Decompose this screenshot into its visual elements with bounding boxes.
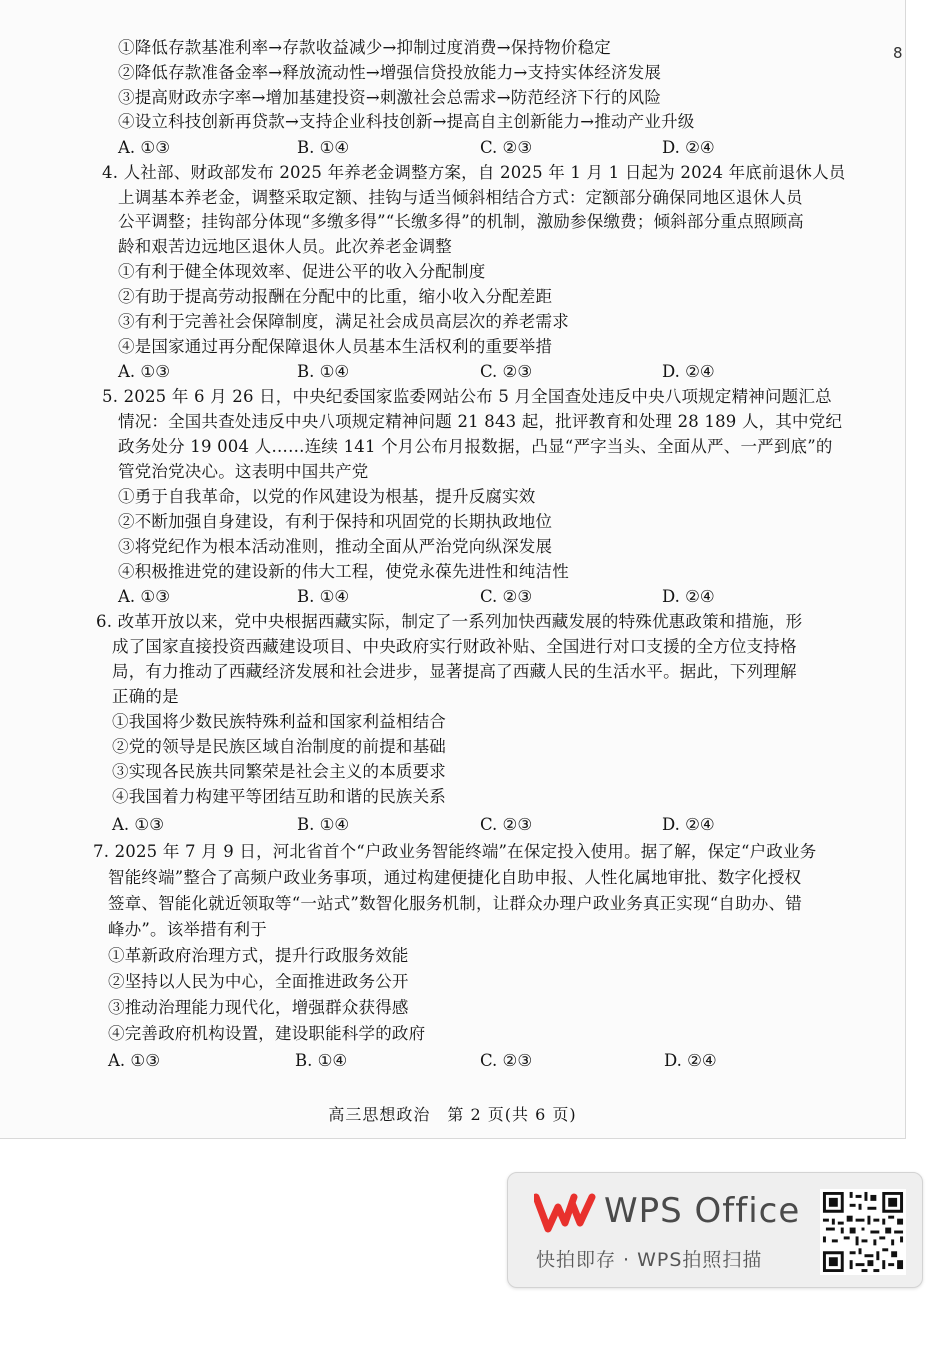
q6-stem-3: 局，有力推动了西藏经济发展和社会进步，显著提高了西藏人民的生活水平。据此，下列理解 — [112, 662, 797, 681]
q5-item-3: ③将党纪作为根本活动准则，推动全面从严治党向纵深发展 — [118, 537, 553, 556]
wps-logo-icon — [534, 1193, 596, 1233]
q5-option-c: C. ②③ — [480, 587, 533, 606]
q5-option-b: B. ①④ — [297, 587, 350, 606]
q4-stem-1: 4. 人社部、财政部发布 2025 年养老金调整方案，自 2025 年 1 月 1 日起为 2024 年底前退休人员 — [102, 163, 846, 182]
margin-mark: 8 — [893, 44, 903, 62]
q6-option-d: D. ②④ — [662, 815, 715, 834]
q4-stem-4: 龄和艰苦边远地区退休人员。此次养老金调整 — [118, 237, 452, 256]
q3-item-2: ②降低存款准备金率→释放流动性→增强信贷投放能力→支持实体经济发展 — [118, 63, 662, 82]
q6-option-a: A. ①③ — [112, 815, 164, 834]
q7-option-a: A. ①③ — [108, 1051, 160, 1070]
q3-item-1: ①降低存款基准利率→存款收益减少→抑制过度消费→保持物价稳定 — [118, 38, 611, 57]
q4-option-b: B. ①④ — [297, 362, 350, 381]
q4-item-3: ③有利于完善社会保障制度，满足社会成员高层次的养老需求 — [118, 312, 569, 331]
q7-option-d: D. ②④ — [664, 1051, 717, 1070]
q7-item-1: ①革新政府治理方式，提升行政服务效能 — [108, 946, 409, 965]
q6-option-b: B. ①④ — [297, 815, 350, 834]
q5-option-d: D. ②④ — [662, 587, 715, 606]
q7-option-b: B. ①④ — [295, 1051, 348, 1070]
q4-stem-2: 上调基本养老金，调整采取定额、挂钩与适当倾斜相结合方式：定额部分确保同地区退休人员 — [118, 188, 803, 207]
wps-brand-text: WPS Office — [604, 1191, 801, 1231]
q5-stem-2: 情况：全国共查处违反中央八项规定精神问题 21 843 起，批评教育和处理 28 189 人，其中党纪 — [118, 412, 843, 431]
q6-stem-2: 成了国家直接投资西藏建设项目、中央政府实行财政补贴、全国进行对口支援的全方位支持格 — [112, 637, 797, 656]
q4-option-a: A. ①③ — [118, 362, 170, 381]
q4-option-c: C. ②③ — [480, 362, 533, 381]
q5-item-2: ②不断加强自身建设，有利于保持和巩固党的长期执政地位 — [118, 512, 553, 531]
wps-watermark-card[interactable] — [507, 1172, 923, 1288]
q5-stem-3: 政务处分 19 004 人……连续 141 个月公布月报数据，凸显“严字当头、全面从严、一严到底”的 — [118, 437, 833, 456]
q6-item-1: ①我国将少数民族特殊利益和国家利益相结合 — [112, 712, 446, 731]
q4-item-1: ①有利于健全体现效率、促进公平的收入分配制度 — [118, 262, 486, 281]
q6-item-4: ④我国着力构建平等团结互助和谐的民族关系 — [112, 787, 446, 806]
q3-option-b: B. ①④ — [297, 138, 350, 157]
q3-item-4: ④设立科技创新再贷款→支持企业科技创新→提高自主创新能力→推动产业升级 — [118, 112, 695, 131]
q5-stem-4: 管党治党决心。这表明中国共产党 — [118, 462, 369, 481]
q3-option-c: C. ②③ — [480, 138, 533, 157]
q7-item-3: ③推动治理能力现代化，增强群众获得感 — [108, 998, 409, 1017]
q7-item-2: ②坚持以人民为中心，全面推进政务公开 — [108, 972, 409, 991]
q7-stem-3: 签章、智能化就近领取等“一站式”数智化服务机制，让群众办理户政业务真正实现“自助办、错 — [108, 894, 802, 913]
q7-stem-4: 峰办”。该举措有利于 — [108, 920, 267, 939]
q4-option-d: D. ②④ — [662, 362, 715, 381]
q5-stem-1: 5. 2025 年 6 月 26 日，中央纪委国家监委网站公布 5 月全国查处违反中央八项规定精神问题汇总 — [102, 387, 832, 406]
q3-option-d: D. ②④ — [662, 138, 715, 157]
q4-stem-3: 公平调整；挂钩部分体现“多缴多得”“长缴多得”的机制，激励参保缴费；倾斜部分重点照顾高 — [118, 212, 804, 231]
page-footer: 高三思想政治 第 2 页(共 6 页) — [328, 1105, 577, 1124]
q6-item-2: ②党的领导是民族区域自治制度的前提和基础 — [112, 737, 446, 756]
q5-item-1: ①勇于自我革命，以党的作风建设为根基，提升反腐实效 — [118, 487, 536, 506]
q7-item-4: ④完善政府机构设置，建设职能科学的政府 — [108, 1024, 426, 1043]
q7-stem-2: 智能终端”整合了高频户政业务事项，通过构建便捷化自助申报、人性化属地审批、数字化授权 — [108, 868, 802, 887]
q4-item-4: ④是国家通过再分配保障退休人员基本生活权利的重要举措 — [118, 337, 553, 356]
wps-slogan: 快拍即存 · WPS拍照扫描 — [536, 1249, 763, 1271]
q4-item-2: ②有助于提高劳动报酬在分配中的比重，缩小收入分配差距 — [118, 287, 553, 306]
q7-option-c: C. ②③ — [480, 1051, 533, 1070]
q6-option-c: C. ②③ — [480, 815, 533, 834]
q6-stem-1: 6. 改革开放以来，党中央根据西藏实际，制定了一系列加快西藏发展的特殊优惠政策和措施，形 — [96, 612, 803, 631]
q7-stem-1: 7. 2025 年 7 月 9 日，河北省首个“户政业务智能终端”在保定投入使用。据了解，保定“户政业务 — [93, 842, 817, 861]
q3-item-3: ③提高财政赤字率→增加基建投资→刺激社会总需求→防范经济下行的风险 — [118, 88, 662, 107]
q5-option-a: A. ①③ — [118, 587, 170, 606]
qr-code-icon[interactable] — [820, 1189, 906, 1275]
q5-item-4: ④积极推进党的建设新的伟大工程，使党永葆先进性和纯洁性 — [118, 562, 569, 581]
q6-stem-4: 正确的是 — [112, 687, 179, 706]
q6-item-3: ③实现各民族共同繁荣是社会主义的本质要求 — [112, 762, 446, 781]
q3-option-a: A. ①③ — [118, 138, 170, 157]
